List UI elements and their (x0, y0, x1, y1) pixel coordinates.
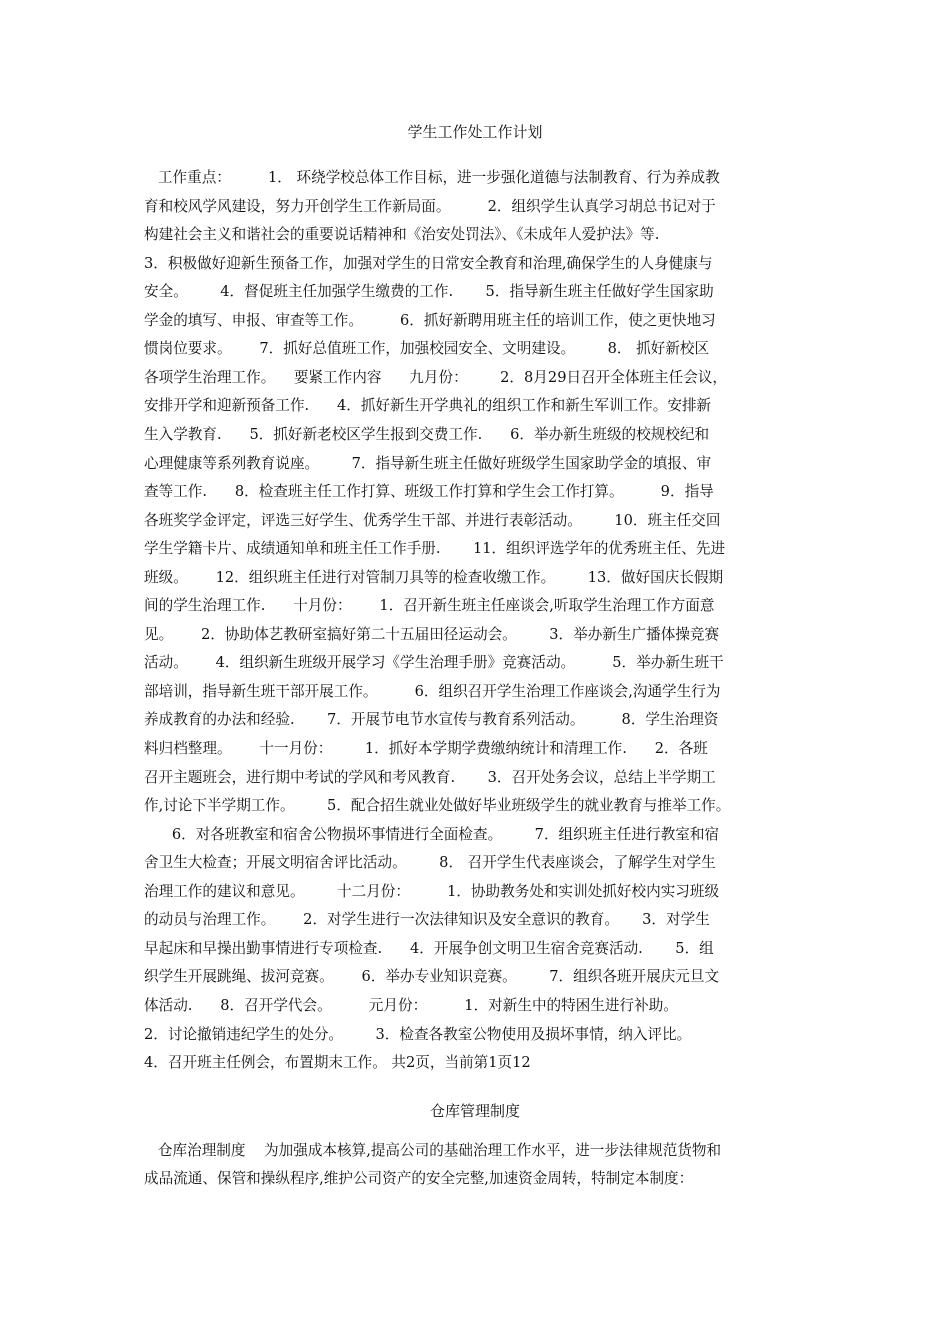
text-line: 惯岗位要求。 7．抓好总值班工作，加强校园安全、文明建设。 8． 抓好新校区 (144, 340, 710, 358)
text-line: 活动。 4．组织新生班级开展学习《学生治理手册》竞赛活动。 5．举办新生班干 (144, 654, 724, 672)
text-line: 料归档整理。 十一月份： 1．抓好本学期学费缴纳统计和清理工作. 2．各班 (144, 740, 708, 757)
text-line: 各项学生治理工作。 要紧工作内容 九月份： 2．8月29日召开全体班主任会议， (144, 368, 728, 386)
text-line: 间的学生治理工作. 十月份： 1．召开新生班主任座谈会,听取学生治理工作方面意 (144, 597, 715, 615)
text-line: 学金的填写、申报、审查等工作。 6．抓好新聘用班主任的培训工作，使之更快地习 (144, 311, 716, 329)
text-line: 安全。 4．督促班主任加强学生缴费的工作. 5．指导新生班主任做好学生国家助 (144, 283, 714, 301)
text-line: 早起床和早操出勤事情进行专项检查. 4．开展争创文明卫生宿舍竞赛活动. 5．组 (144, 939, 714, 957)
text-line: 2．讨论撤销违纪学生的处分。 3．检查各教室公物使用及损坏事情，纳入评比。 (144, 1025, 692, 1043)
text-line: 心理健康等系列教育说座。 7．指导新生班主任做好班级学生国家助学金的填报、审 (144, 454, 712, 472)
text-line: 织学生开展跳绳、拔河竞赛。 6．举办专业知识竞赛。 7．组织各班开展庆元旦文 (144, 968, 720, 986)
text-line: 作,讨论下半学期工作。 5．配合招生就业处做好毕业班级学生的就业教育与推举工作。 (144, 797, 731, 815)
text-line: 体活动. 8．召开学代会。 元月份： 1．对新生中的特困生进行补助。 (144, 996, 678, 1014)
text-line: 学生学籍卡片、成绩通知单和班主任工作手册. 11．组织评选学年的优秀班主任、先进 (144, 540, 726, 558)
text-line: 3．积极做好迎新生预备工作，加强对学生的日常安全教育和治理,确保学生的人身健康与 (144, 254, 713, 272)
text-line: 构建社会主义和谐社会的重要说话精神和《治安处罚法》、《未成年人爱护法》等. (144, 226, 660, 244)
text-line: 召开主题班会，进行期中考试的学风和考风教育. 3．召开处务会议，总结上半学期工 (144, 768, 716, 786)
text-line: 成品流通、保管和操纵程序,维护公司资产的安全完整,加速资金周转，特制定本制度： (144, 1170, 694, 1187)
document-title: 学生工作处工作计划 (407, 123, 543, 141)
section-title: 仓库管理制度 (429, 1102, 520, 1120)
text-line: 的动员与治理工作。 2．对学生进行一次法律知识及安全意识的教育。 3．对学生 (144, 911, 710, 929)
text-line: 各班奖学金评定，评选三好学生、优秀学生干部、并进行表彰活动。 10．班主任交回 (144, 511, 721, 529)
text-line: 养成教育的办法和经验. 7．开展节电节水宣传与教育系列活动。 8．学生治理资 (144, 711, 719, 729)
text-line: 见。 2．协助体艺教研室搞好第二十五届田径运动会。 3．举办新生广播体操竞赛 (144, 625, 720, 643)
text-line: 查等工作. 8．检查班主任工作打算、班级工作打算和学生会工作打算。 9．指导 (144, 483, 714, 501)
text-line: 生入学教育. 5．抓好新老校区学生报到交费工作. 6．举办新生班级的校规校纪和 (144, 425, 710, 443)
text-line: 安排开学和迎新预备工作. 4．抓好新生开学典礼的组织工作和新生军训工作。安排新 (144, 397, 712, 415)
text-line: 4．召开班主任例会，布置期末工作。 共2页，当前第1页12 (144, 1054, 531, 1072)
text-line: 治理工作的建议和意见。 十二月份： 1．协助教务处和实训处抓好校内实习班级 (144, 882, 720, 900)
text-line: 班级。 12．组织班主任进行对管制刀具等的检查收缴工作。 13．做好国庆长假期 (144, 568, 724, 586)
text-line: 6．对各班教室和宿舍公物损坏事情进行全面检查。 7．组织班主任进行教室和宿 (144, 825, 720, 843)
text-line: 育和校风学风建设，努力开创学生工作新局面。 2．组织学生认真学习胡总书记对于 (144, 197, 716, 215)
text-line: 部培训，指导新生班干部开展工作。 6．组织召开学生治理工作座谈会,沟通学生行为 (144, 682, 721, 700)
text-line: 仓库治理制度 为加强成本核算,提高公司的基础治理工作水平，进一步法律规范货物和 (144, 1142, 722, 1159)
text-line: 舍卫生大检查；开展文明宿舍评比活动。 8． 召开学生代表座谈会，了解学生对学生 (144, 854, 716, 872)
text-line: 工作重点： 1． 环绕学校总体工作目标，进一步强化道德与法制教育、行为养成教 (144, 169, 720, 186)
